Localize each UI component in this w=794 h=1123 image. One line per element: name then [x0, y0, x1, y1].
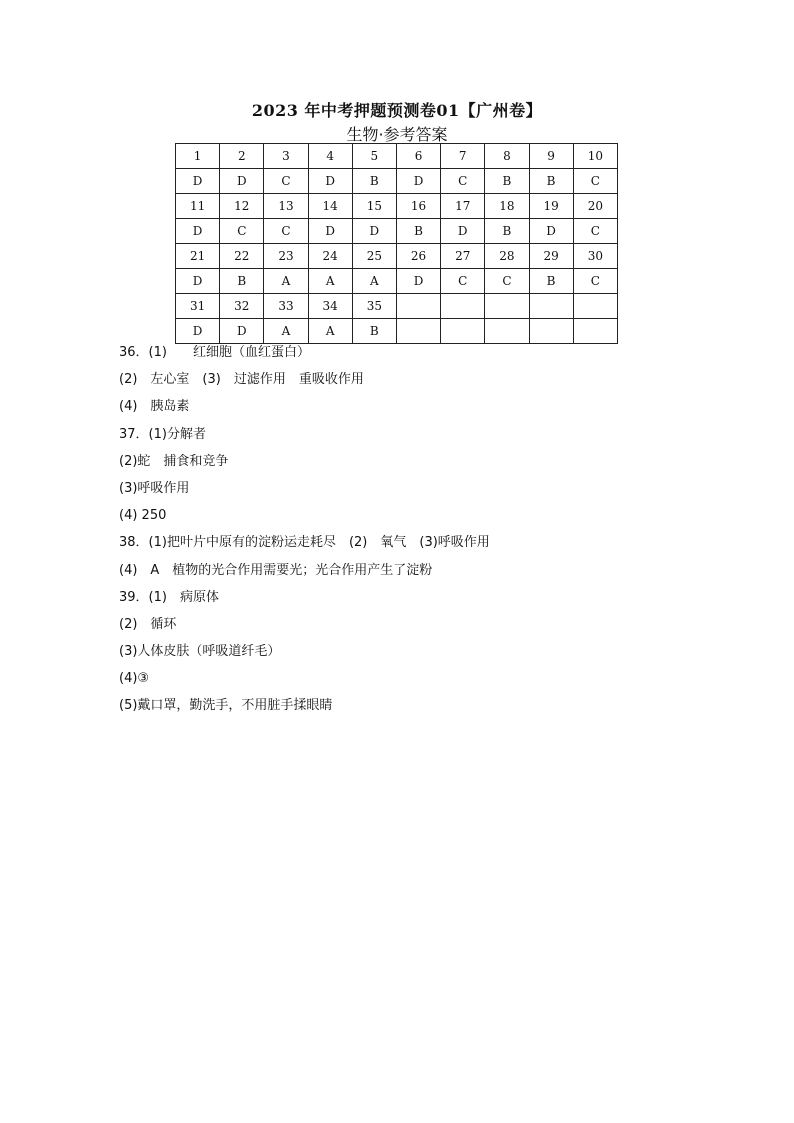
question-number-cell: 12	[220, 194, 264, 219]
question-number-row	[176, 244, 618, 269]
answer-key-cell	[485, 319, 529, 344]
answer-key-cell: C	[220, 219, 264, 244]
question-number-cell: 9	[529, 144, 573, 169]
answer-line: 37．(1)分解者	[119, 426, 206, 442]
answer-key-cell: D	[220, 319, 264, 344]
answer-key-cell	[441, 319, 485, 344]
answer-key-cell: D	[176, 169, 220, 194]
question-number-cell: 16	[396, 194, 440, 219]
answer-list	[119, 342, 719, 723]
answer-key-cell: D	[396, 269, 440, 294]
question-number-cell: 6	[396, 144, 440, 169]
question-number-cell: 11	[176, 194, 220, 219]
answer-key-cell: D	[176, 319, 220, 344]
answer-key-cell	[529, 319, 573, 344]
answer-key-cell: A	[264, 319, 308, 344]
answer-key-cell: D	[176, 269, 220, 294]
question-number-row	[176, 144, 618, 169]
answer-key-row	[176, 169, 618, 194]
question-number-cell: 7	[441, 144, 485, 169]
question-number-cell	[529, 294, 573, 319]
question-number-cell: 23	[264, 244, 308, 269]
question-number-cell: 19	[529, 194, 573, 219]
answer-line: (2) 左心室 (3) 过滤作用 重吸收作用	[119, 372, 364, 388]
answer-line: 38．(1)把叶片中原有的淀粉运走耗尽 (2) 氧气 (3)呼吸作用	[119, 535, 490, 551]
answer-line: (4) A 植物的光合作用需要光；光合作用产生了淀粉	[119, 562, 433, 578]
question-number-cell	[485, 294, 529, 319]
answer-line: (2) 循环	[119, 616, 177, 632]
answer-key-cell: D	[220, 169, 264, 194]
answer-line: (2)蛇 捕食和竞争	[119, 453, 229, 469]
question-number-cell: 24	[308, 244, 352, 269]
answer-key-row	[176, 319, 618, 344]
question-number-cell	[441, 294, 485, 319]
question-number-cell: 27	[441, 244, 485, 269]
answer-key-cell: C	[573, 219, 617, 244]
answer-key-row	[176, 219, 618, 244]
answer-key-cell: B	[352, 169, 396, 194]
answer-key-cell: C	[441, 269, 485, 294]
answer-key-row	[176, 269, 618, 294]
answer-key-cell: A	[308, 319, 352, 344]
answer-line: 36．(1) 红细胞（血红蛋白）	[119, 345, 310, 360]
question-number-cell: 35	[352, 294, 396, 319]
answer-line: (4) 胰岛素	[119, 399, 190, 415]
question-number-cell: 25	[352, 244, 396, 269]
answer-key-cell: D	[308, 219, 352, 244]
answer-key-cell: D	[441, 219, 485, 244]
question-number-cell: 14	[308, 194, 352, 219]
answer-line: (3)呼吸作用	[119, 480, 190, 496]
answer-key-cell: D	[529, 219, 573, 244]
page-subtitle: 生物·参考答案	[346, 125, 448, 144]
answer-key-cell: B	[396, 219, 440, 244]
answer-key-cell: B	[485, 219, 529, 244]
question-number-cell: 2	[220, 144, 264, 169]
answer-key-cell: C	[485, 269, 529, 294]
question-number-cell: 21	[176, 244, 220, 269]
answer-key-cell: A	[352, 269, 396, 294]
question-number-cell: 4	[308, 144, 352, 169]
answer-line: (5)戴口罩，勤洗手，不用脏手揉眼睛	[119, 698, 333, 714]
answer-key-cell: C	[264, 219, 308, 244]
question-number-cell: 1	[176, 144, 220, 169]
question-number-cell: 10	[573, 144, 617, 169]
question-number-cell: 15	[352, 194, 396, 219]
answer-line: (4) 250	[119, 508, 167, 524]
answer-key-cell: C	[573, 269, 617, 294]
answer-key-cell: D	[352, 219, 396, 244]
question-number-cell: 26	[396, 244, 440, 269]
answer-key-cell: B	[485, 169, 529, 194]
answer-key-cell: A	[308, 269, 352, 294]
question-number-cell: 13	[264, 194, 308, 219]
question-number-cell: 3	[264, 144, 308, 169]
answer-key-cell	[396, 319, 440, 344]
answer-line: (3)人体皮肤（呼吸道纤毛）	[119, 644, 281, 660]
question-number-cell: 8	[485, 144, 529, 169]
question-number-row	[176, 194, 618, 219]
answer-key-cell: B	[352, 319, 396, 344]
question-number-cell: 34	[308, 294, 352, 319]
answer-key-cell: B	[529, 169, 573, 194]
question-number-cell: 33	[264, 294, 308, 319]
question-number-cell: 5	[352, 144, 396, 169]
question-number-row	[176, 294, 618, 319]
question-number-cell: 17	[441, 194, 485, 219]
page-title: 2023 年中考押题预测卷01【广州卷】	[251, 101, 543, 120]
question-number-cell: 28	[485, 244, 529, 269]
question-number-cell: 29	[529, 244, 573, 269]
answer-table	[175, 143, 618, 344]
question-number-cell: 22	[220, 244, 264, 269]
answer-key-cell: C	[441, 169, 485, 194]
answer-key-cell: C	[573, 169, 617, 194]
answer-key-cell: D	[308, 169, 352, 194]
question-number-cell: 18	[485, 194, 529, 219]
answer-key-cell: C	[264, 169, 308, 194]
answer-key-cell: A	[264, 269, 308, 294]
question-number-cell: 30	[573, 244, 617, 269]
question-number-cell: 20	[573, 194, 617, 219]
answer-key-cell: D	[176, 219, 220, 244]
question-number-cell	[573, 294, 617, 319]
answer-key-cell: B	[220, 269, 264, 294]
answer-key-cell	[573, 319, 617, 344]
answer-line: 39．(1) 病原体	[119, 589, 219, 605]
answer-line: (4)③	[119, 671, 150, 687]
question-number-cell: 32	[220, 294, 264, 319]
answer-key-cell: D	[396, 169, 440, 194]
answer-key-cell: B	[529, 269, 573, 294]
question-number-cell: 31	[176, 294, 220, 319]
question-number-cell	[396, 294, 440, 319]
